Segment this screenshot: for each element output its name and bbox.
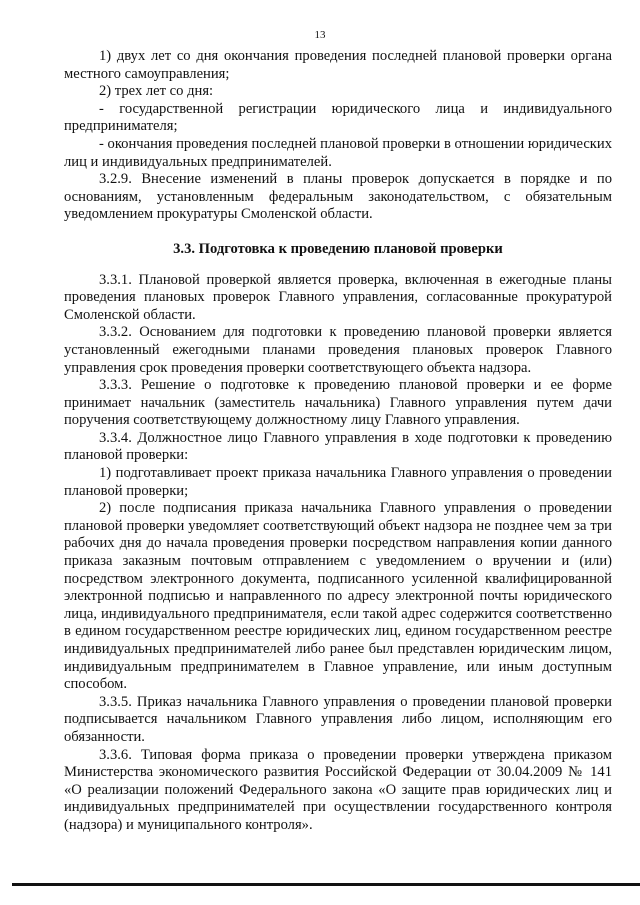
section-heading: 3.3. Подготовка к проведению плановой проверки <box>173 240 503 257</box>
page-number: 13 <box>314 29 326 41</box>
bottom-divider <box>12 883 640 886</box>
paragraph-3-3-5: 3.3.5. Приказ начальника Главного управления о проведении плановой проверки подписывается начальником Главного управления либо лицом, исполняющим его обязанности. <box>64 693 612 745</box>
paragraph-subitem-1: 1) подготавливает проект приказа начальника Главного управления о проведении плановой проверки; <box>64 465 612 499</box>
paragraph-dash-2: - окончания проведения последней плановой проверки в отношении юридических лиц и индивидуальных предпринимателей. <box>64 135 612 170</box>
paragraph-dash-1: - государственной регистрации юридического лица и индивидуального предпринимателя; <box>64 100 612 135</box>
paragraph-item-1: 1) двух лет со дня окончания проведения последней плановой проверки органа местного самоуправления; <box>64 48 612 82</box>
paragraph-3-2-9: 3.2.9. Внесение изменений в планы проверок допускается в порядке и по основаниям, установленным федеральным законодательством, с обязательным уведомлением прокуратуры Смоленской области. <box>64 171 612 223</box>
paragraph-item-2: 2) трех лет со дня: <box>99 83 214 100</box>
page-body <box>64 48 612 835</box>
paragraph-3-3-2: 3.3.2. Основанием для подготовки к проведению плановой проверки является установленный ежегодными планами проведения плановых проверок Главного управления срок проведения проверки соответствующего объекта надзора. <box>64 324 612 376</box>
paragraph-subitem-2: 2) после подписания приказа начальника Главного управления о проведении плановой проверки уведомляет соответствующий объект надзора не позднее чем за три рабочих дня до начала проведения проверки посредством направления копии данного приказа заказным почтовым отправлением с уведомлением о вручении и (или) посредством электронного документа, подписанного усиленной квалифицированной электронной подписью и направленного по адресу электронной почты юридического лица, индивидуального предпринимателя, если такой адрес содержится соответственно в едином государственном реестре юридических лиц, едином государственном реестре индивидуальных предпринимателей либо ранее был представлен юридическим лицом, индивидуальным предпринимателем в Главное управление, или иным доступным способом. <box>64 500 612 693</box>
paragraph-3-3-4: 3.3.4. Должностное лицо Главного управления в ходе подготовки к проведению плановой проверки: <box>64 429 612 464</box>
paragraph-3-3-6: 3.3.6. Типовая форма приказа о проведении проверки утверждена приказом Министерства экономического развития Российской Федерации от 30.04.2009 № 141 «О реализации положений Федерального закона «О защите прав юридических лиц и индивидуальных предпринимателей при осуществлении государственного контроля (надзора) и муниципального контроля». <box>64 746 612 833</box>
paragraph-3-3-3: 3.3.3. Решение о подготовке к проведению плановой проверки и ее форме принимает начальник (заместитель начальника) Главного управления путем дачи поручения соответствующему должностному лицу Главного управления. <box>64 377 612 429</box>
paragraph-3-3-1: 3.3.1. Плановой проверкой является проверка, включенная в ежегодные планы проведения плановых проверок Главного управления, согласованные прокуратурой Смоленской области. <box>64 271 612 323</box>
